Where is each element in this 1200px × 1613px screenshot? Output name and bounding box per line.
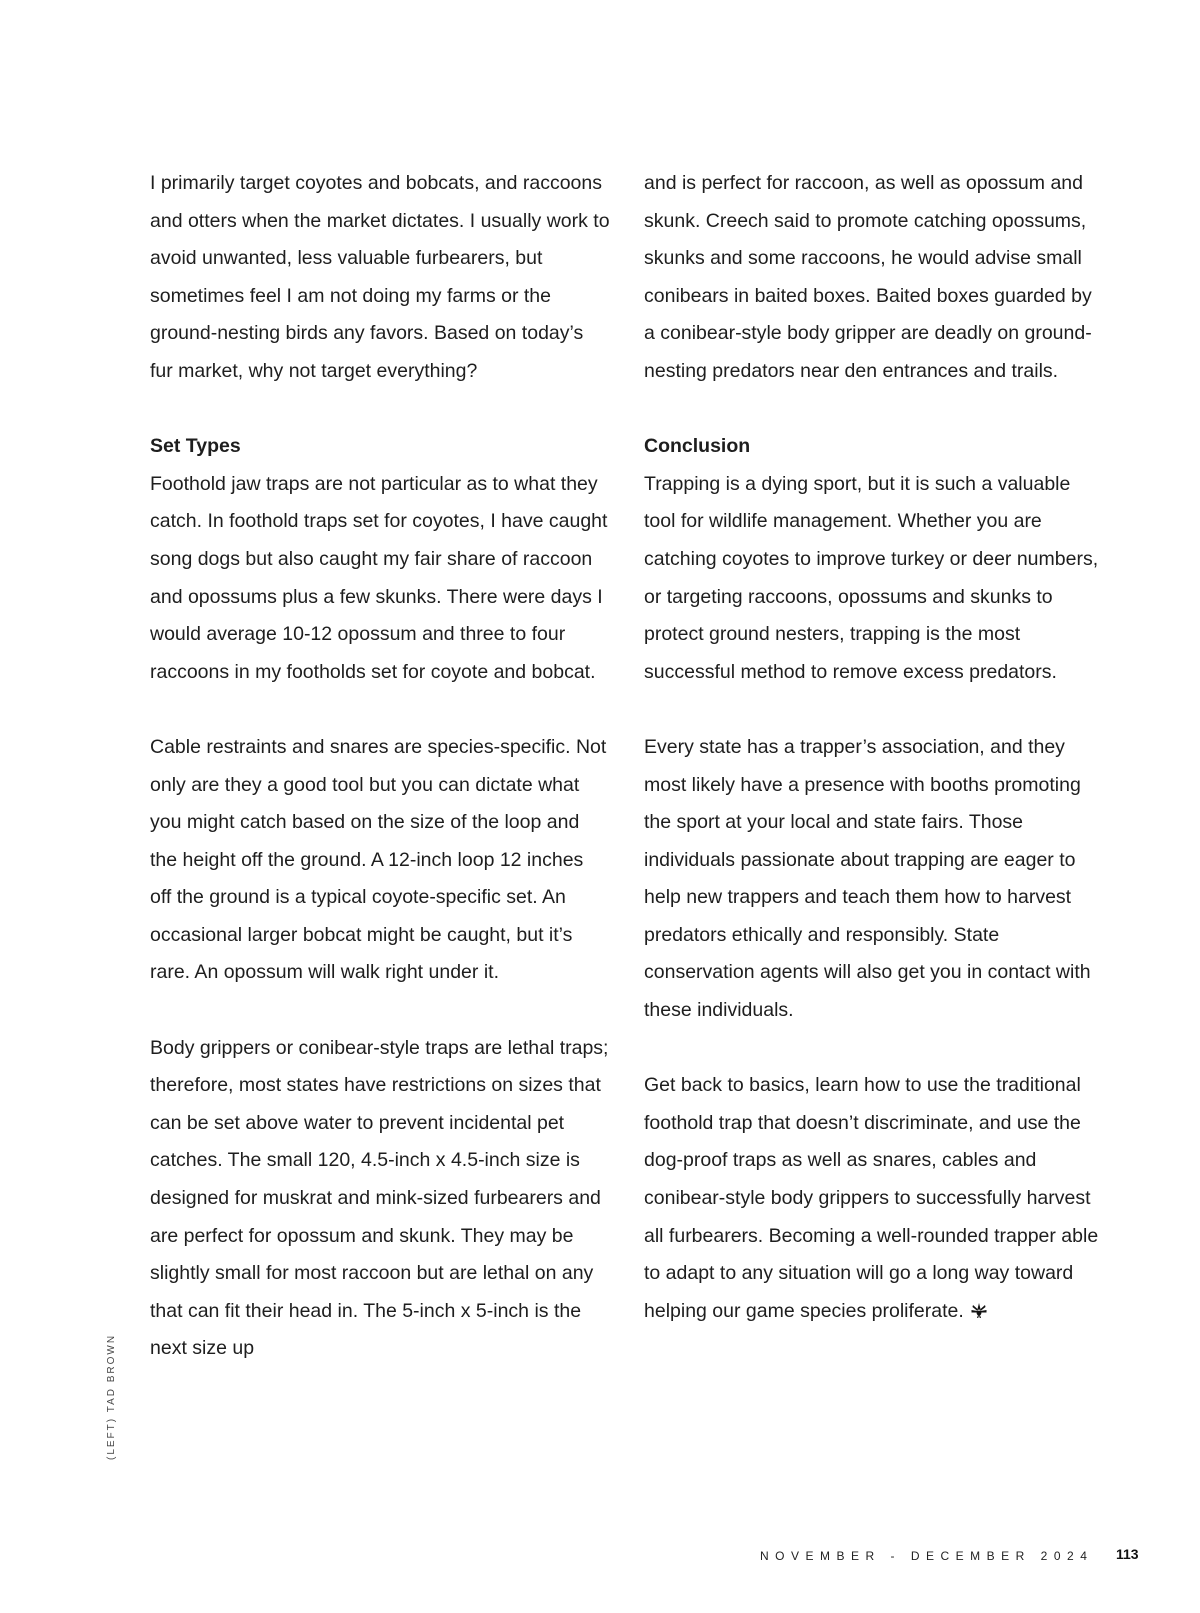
- set-types-paragraph-body-grippers: Body grippers or conibear-style traps are lethal traps; therefore, most states have restrictions on sizes that can be set above water to prevent incidental pet catches. The small 120, 4.5-inch x 4.5-inch size is designed for muskrat and mink-sized furbearers and are perfect for opossum and skunk. They may be slightly small for most raccoon but are lethal on any that can fit their head in. The 5-inch x 5-inch is the next size up: [150, 1036, 609, 1360]
- left-column: [150, 165, 610, 1406]
- conclusion-paragraph-2: Every state has a trapper’s association, and they most likely have a presence with booths promoting the sport at your local and state fairs. Those individuals passionate about trapping are eager to help new trappers and teach them how to harvest predators ethically and responsibly. State conservation agents will also get you in contact with these individuals.: [644, 735, 1091, 1022]
- continuation-paragraph: and is perfect for raccoon, as well as opossum and skunk. Creech said to promote catching opossums, skunks and some raccoons, he would advise small conibears in baited boxes. Baited boxes guarded by a conibear-style body gripper are deadly on ground-nesting predators near den entrances and trails.: [644, 172, 1092, 382]
- intro-paragraph: I primarily target coyotes and bobcats, and raccoons and otters when the market dictates. I usually work to avoid unwanted, less valuable furbearers, but sometimes feel I am not doing my farms or the ground-nesting birds any favors. Based on today’s fur market, why not target everything?: [150, 172, 610, 382]
- footer-issue-date: NOVEMBER - DECEMBER 2024: [760, 1549, 1094, 1563]
- set-types-paragraph-footholds: Foothold jaw traps are not particular as to what they catch. In foothold traps set for coyotes, I have caught song dogs but also caught my fair share of raccoon and opossums plus a few skunks. There were days I would average 10-12 opossum and three to four raccoons in my footholds set for coyote and bobcat.: [150, 472, 608, 683]
- conclusion-paragraph-1: Trapping is a dying sport, but it is such a valuable tool for wildlife management. Whether you are catching coyotes to improve turkey or deer numbers, or targeting raccoons, opossums and skunks to protect ground nesters, trapping is the most successful method to remove excess predators.: [644, 472, 1099, 683]
- right-column: [644, 165, 1104, 1368]
- conclusion-paragraph-3-text: Get back to basics, learn how to use the traditional foothold trap that doesn’t discriminate, and use the dog-proof traps as well as snares, cables and conibear-style body grippers to successfully harvest all furbearers. Becoming a well-rounded trapper able to adapt to any situation will go a long way toward helping our game species proliferate.: [644, 1074, 1099, 1322]
- conclusion-paragraph-3: [644, 1067, 1104, 1330]
- turkey-end-mark-icon: [970, 1295, 988, 1313]
- set-types-heading: Set Types: [150, 435, 241, 458]
- photo-credit: (LEFT) TAD BROWN: [106, 1333, 117, 1460]
- set-types-paragraph-cables: Cable restraints and snares are species-specific. Not only are they a good tool but you can dictate what you might catch based on the size of the loop and the height off the ground. A 12-inch loop 12 inches off the ground is a typical coyote-specific set. An occasional larger bobcat might be caught, but it’s rare. An opossum will walk right under it.: [150, 735, 607, 984]
- conclusion-heading: Conclusion: [644, 435, 751, 458]
- page-number: 113: [1116, 1546, 1139, 1562]
